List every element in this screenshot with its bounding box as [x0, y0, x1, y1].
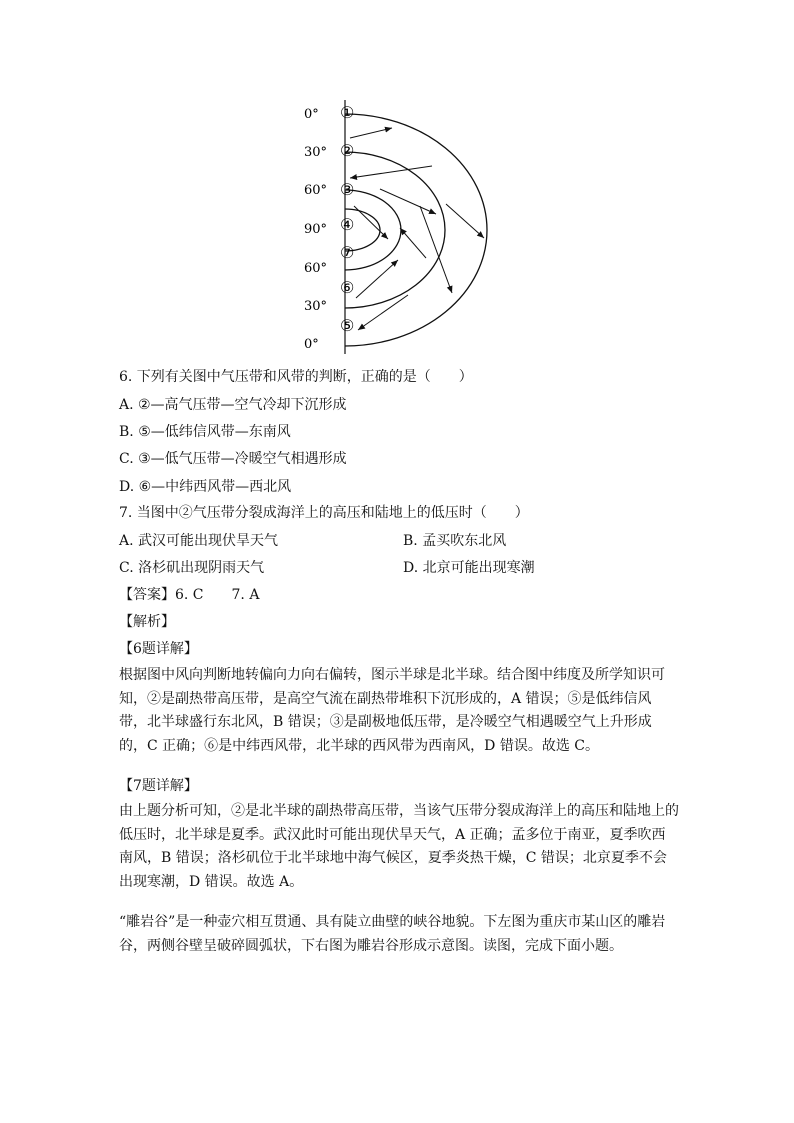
question-7-stem: 7. 当图中②气压带分裂成海洋上的高压和陆地上的低压时（ ） [119, 505, 529, 521]
wind-arrow [358, 295, 408, 330]
wind-arrow [350, 166, 432, 178]
q7-option-a: A. 武汉可能出现伏旱天气 [119, 533, 279, 549]
lat-label: 0° [304, 107, 319, 122]
wind-arrow [356, 260, 398, 298]
belt-label: ③ [340, 180, 355, 199]
lat-label: 90° [304, 222, 328, 237]
detail-7-heading: 【7题详解】 [119, 778, 198, 794]
detail-6-paragraph: 根据图中风向判断地转偏向力向右偏转，图示半球是北半球。结合图中纬度及所学知识可知，②是副热带高压带，是高空气流在副热带堆积下沉形成的，A 错误；⑤是低纬信风带，北半球盛行东北风，B 错误；③是副极地低压带，是冷暖空气相遇暖空气上升形成的，C 正确；⑥是中纬西风带，北半球的西风带为西南风，D 错误。故选 C。 [119, 667, 665, 754]
wind-arrow [354, 206, 388, 239]
belt-label: ① [340, 103, 355, 122]
q6-option-d: D. ⑥—中纬西风带—西北风 [119, 479, 292, 495]
analysis-heading: 【解析】 [119, 614, 175, 630]
pressure-wind-belt-diagram [300, 96, 500, 358]
lat-label: 30° [304, 145, 328, 160]
detail-7-paragraph: 由上题分析可知，②是北半球的副热带高压带，当该气压带分裂成海洋上的高压和陆地上的低压时，北半球是夏季。武汉此时可能出现伏旱天气，A 正确；孟多位于南亚，夏季吹西南风，B 错误；洛杉矶位于北半球地中海气候区，夏季炎热干燥，C 错误；北京夏季不会出现寒潮，D 错误。故选 A。 [119, 803, 679, 890]
arc-outer [345, 114, 487, 346]
answer-line: 【答案】6. C 7. A [119, 587, 260, 603]
wind-arrow [380, 189, 436, 214]
belt-label: ② [340, 141, 355, 160]
detail-6-heading: 【6题详解】 [119, 641, 198, 657]
q7-option-b: B. 孟买吹东北风 [403, 533, 507, 549]
q6-option-c: C. ③—低气压带—冷暖空气相遇形成 [119, 451, 347, 467]
belt-label: ⑤ [340, 316, 355, 335]
wind-arrow [420, 206, 452, 293]
q6-option-a: A. ②—高气压带—空气冷却下沉形成 [119, 397, 347, 413]
intro-paragraph: “雕岩谷”是一种壶穴相互贯通、具有陡立曲壁的峡谷地貌。下左图为重庆市某山区的雕岩谷，两侧谷壁呈破碎圆弧状，下右图为雕岩谷形成示意图。读图，完成下面小题。 [119, 914, 666, 954]
wind-arrow [446, 204, 484, 238]
lat-label: 0° [304, 337, 319, 352]
q7-option-c: C. 洛杉矶出现阴雨天气 [119, 560, 265, 576]
lat-label: 30° [304, 299, 328, 314]
question-6-stem: 6. 下列有关图中气压带和风带的判断，正确的是（ ） [119, 369, 473, 385]
belt-label: ⑦ [340, 243, 355, 262]
belt-diagram-svg [300, 96, 500, 358]
lat-label: 60° [304, 183, 328, 198]
q7-option-d: D. 北京可能出现寒潮 [403, 560, 535, 576]
wind-arrow [350, 128, 392, 138]
q6-option-b: B. ⑤—低纬信风带—东南风 [119, 424, 291, 440]
lat-label: 60° [304, 261, 328, 276]
belt-label: ④ [340, 215, 355, 234]
belt-label: ⑥ [340, 278, 355, 297]
wind-arrow [400, 228, 426, 258]
arc-middle [345, 152, 445, 308]
wind-arrows [350, 128, 484, 330]
